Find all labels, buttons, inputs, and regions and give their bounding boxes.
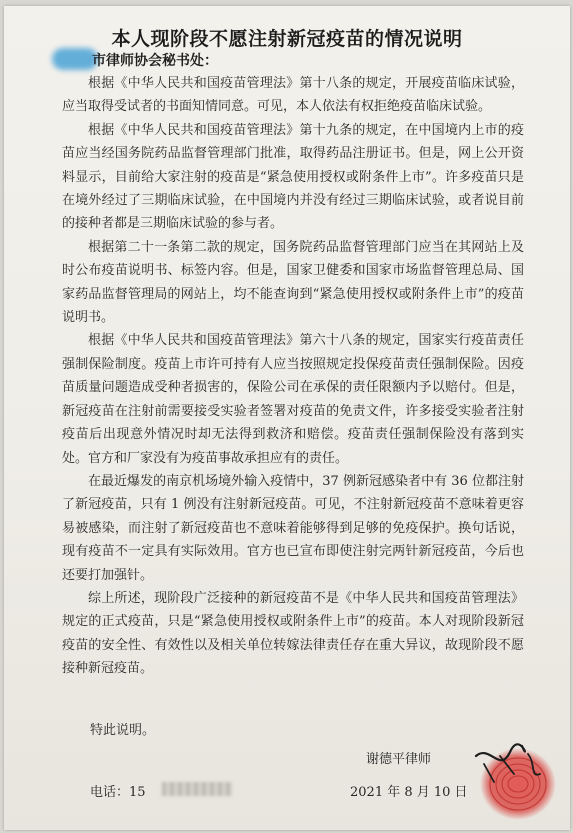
paragraph-5: 在最近爆发的南京机场境外输入疫情中，37 例新冠感染者中有 36 位都注射了新冠疫苗，只有 1 例没有注射新冠疫苗。可见，不注射新冠疫苗不意味着更容易被感染，而注射了新冠疫苗也不意味着能够得到足够的免疫保护。换句话说，现有疫苗不一定具有实际效用。官方也已宣布即使注射完两针新冠疫苗，今后也还要打加强针。 bbox=[62, 473, 524, 583]
signer-name: 谢德平律师 bbox=[366, 752, 432, 767]
phone-label: 电话：15 bbox=[90, 785, 146, 800]
document-date: 2021 年 8 月 10 日 bbox=[350, 785, 468, 800]
red-fingerprint-seal-icon bbox=[470, 734, 560, 824]
document-body bbox=[62, 72, 524, 681]
paragraph-6: 综上所述，现阶段广泛接种的新冠疫苗不是《中华人民共和国疫苗管理法》规定的正式疫苗，只是“紧急使用授权或附条件上市”的疫苗。本人对现阶段新冠疫苗的安全性、有效性以及相关单位转嫁法律责任存在重大异议，故现阶段不愿接种新冠疫苗。 bbox=[62, 590, 524, 677]
salutation: 市律师协会秘书处： bbox=[92, 53, 218, 69]
closing-remark: 特此说明。 bbox=[90, 723, 156, 738]
paragraph-4: 根据《中华人民共和国疫苗管理法》第六十八条的规定，国家实行疫苗责任强制保险制度。疫苗上市许可持有人应当按照规定投保疫苗责任强制保险。因疫苗质量问题造成受种者损害的，保险公司在承保的责任限额内予以赔付。但是，新冠疫苗在注射前需要接受实验者签署对疫苗的免责文件，许多接受实验者注射疫苗后出现意外情况时却无法得到救济和赔偿。疫苗责任强制保险没有落到实处。官方和厂家没有为疫苗事故承担应有的责任。 bbox=[62, 333, 524, 466]
document-title: 本人现阶段不愿注射新冠疫苗的情况说明 bbox=[111, 28, 463, 50]
document-page bbox=[4, 6, 570, 830]
paragraph-3: 根据第二十一条第二款的规定，国务院药品监督管理部门应当在其网站上及时公布疫苗说明书、标签内容。但是，国家卫健委和国家市场监督管理总局、国家药品监督管理局的网站上，均不能查询到“紧急使用授权或附条件上市”的疫苗说明书。 bbox=[62, 239, 524, 326]
redacted-phone-blur bbox=[162, 782, 232, 796]
paragraph-2: 根据《中华人民共和国疫苗管理法》第十九条的规定，在中国境内上市的疫苗应当经国务院药品监督管理部门批准，取得药品注册证书。但是，网上公开资料显示，目前给大家注射的疫苗是“紧急使用授权或附条件上市”。许多疫苗只是在境外经过了三期临床试验，在中国境内并没有经过三期临床试验，或者说目前的接种者都是三期临床试验的参与者。 bbox=[62, 122, 524, 232]
paragraph-1: 根据《中华人民共和国疫苗管理法》第十八条的规定，开展疫苗临床试验，应当取得受试者的书面知情同意。可见，本人依法有权拒绝疫苗临床试验。 bbox=[62, 76, 524, 115]
